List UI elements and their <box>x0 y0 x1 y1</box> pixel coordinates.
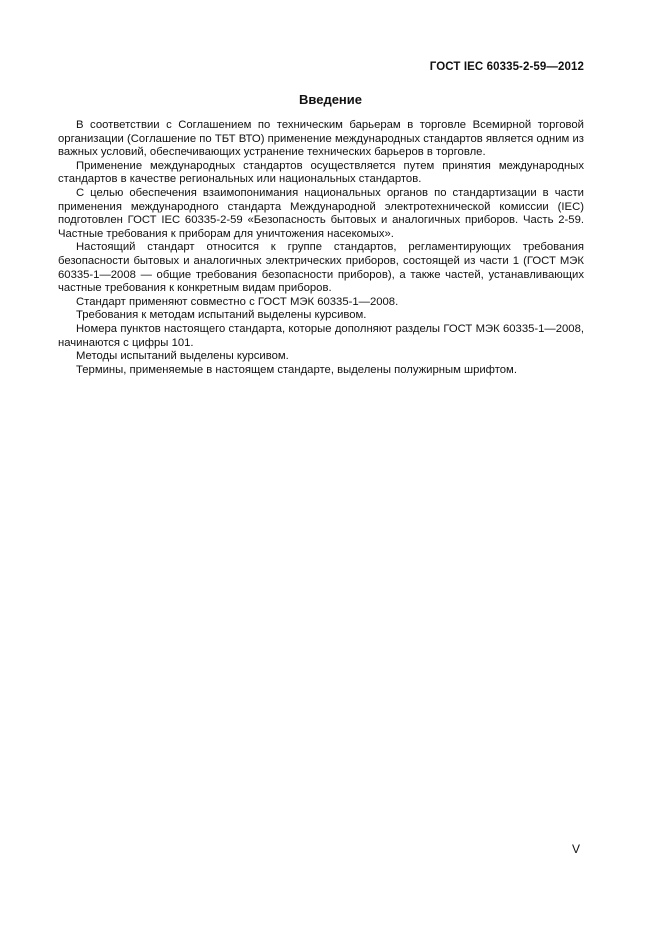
introduction-body <box>58 119 584 377</box>
paragraph-test-methods: Методы испытаний выделены курсивом. <box>76 350 289 363</box>
paragraph-used-with: Стандарт применяют совместно с ГОСТ МЭК 60335-1—2008. <box>76 295 399 308</box>
paragraph-terms: Термины, применяемые в настоящем стандарте, выделены полужирным шрифтом. <box>76 363 517 376</box>
paragraph-test-methods-requirements: Требования к методам испытаний выделены курсивом. <box>76 309 367 322</box>
paragraph-standard-group: Настоящий стандарт относится к группе стандартов, регламентирующих требования безопасности бытовых и аналогичных электрических приборов, состоящей из части 1 (ГОСТ МЭК 60335-1—2008 — общие требования безопасности приборов), а также частей, устанавливающих частные требования к конкретным видам приборов. <box>58 241 584 295</box>
standard-id-header: ГОСТ IEC 60335-2-59—2012 <box>429 61 584 73</box>
section-title: Введение <box>299 92 362 107</box>
page-number: V <box>571 842 580 856</box>
paragraph-international-standards: Применение международных стандартов осуществляется путем принятия международных стандартов в качестве региональных или национальных стандартов. <box>58 159 584 186</box>
paragraph-clause-numbers: Номера пунктов настоящего стандарта, которые дополняют разделы ГОСТ МЭК 60335-1—2008, начинаются с цифры 101. <box>58 322 584 349</box>
paragraph-wto-agreement: В соответствии с Соглашением по техническим барьерам в торговле Всемирной торговой организации (Соглашение по ТБТ ВТО) применение международных стандартов является одним из важных условий, обеспечивающих устранение технических барьеров в торговле. <box>58 119 584 159</box>
paragraph-iec-preparation: С целью обеспечения взаимопонимания национальных органов по стандартизации в части применения международного стандарта Международной электротехнической комиссии (IEC) подготовлен ГОСТ IEC 60335-2-59 «Безопасность бытовых и аналогичных приборов. Часть 2-59. Частные требования к приборам для уничтожения насекомых». <box>58 186 584 240</box>
